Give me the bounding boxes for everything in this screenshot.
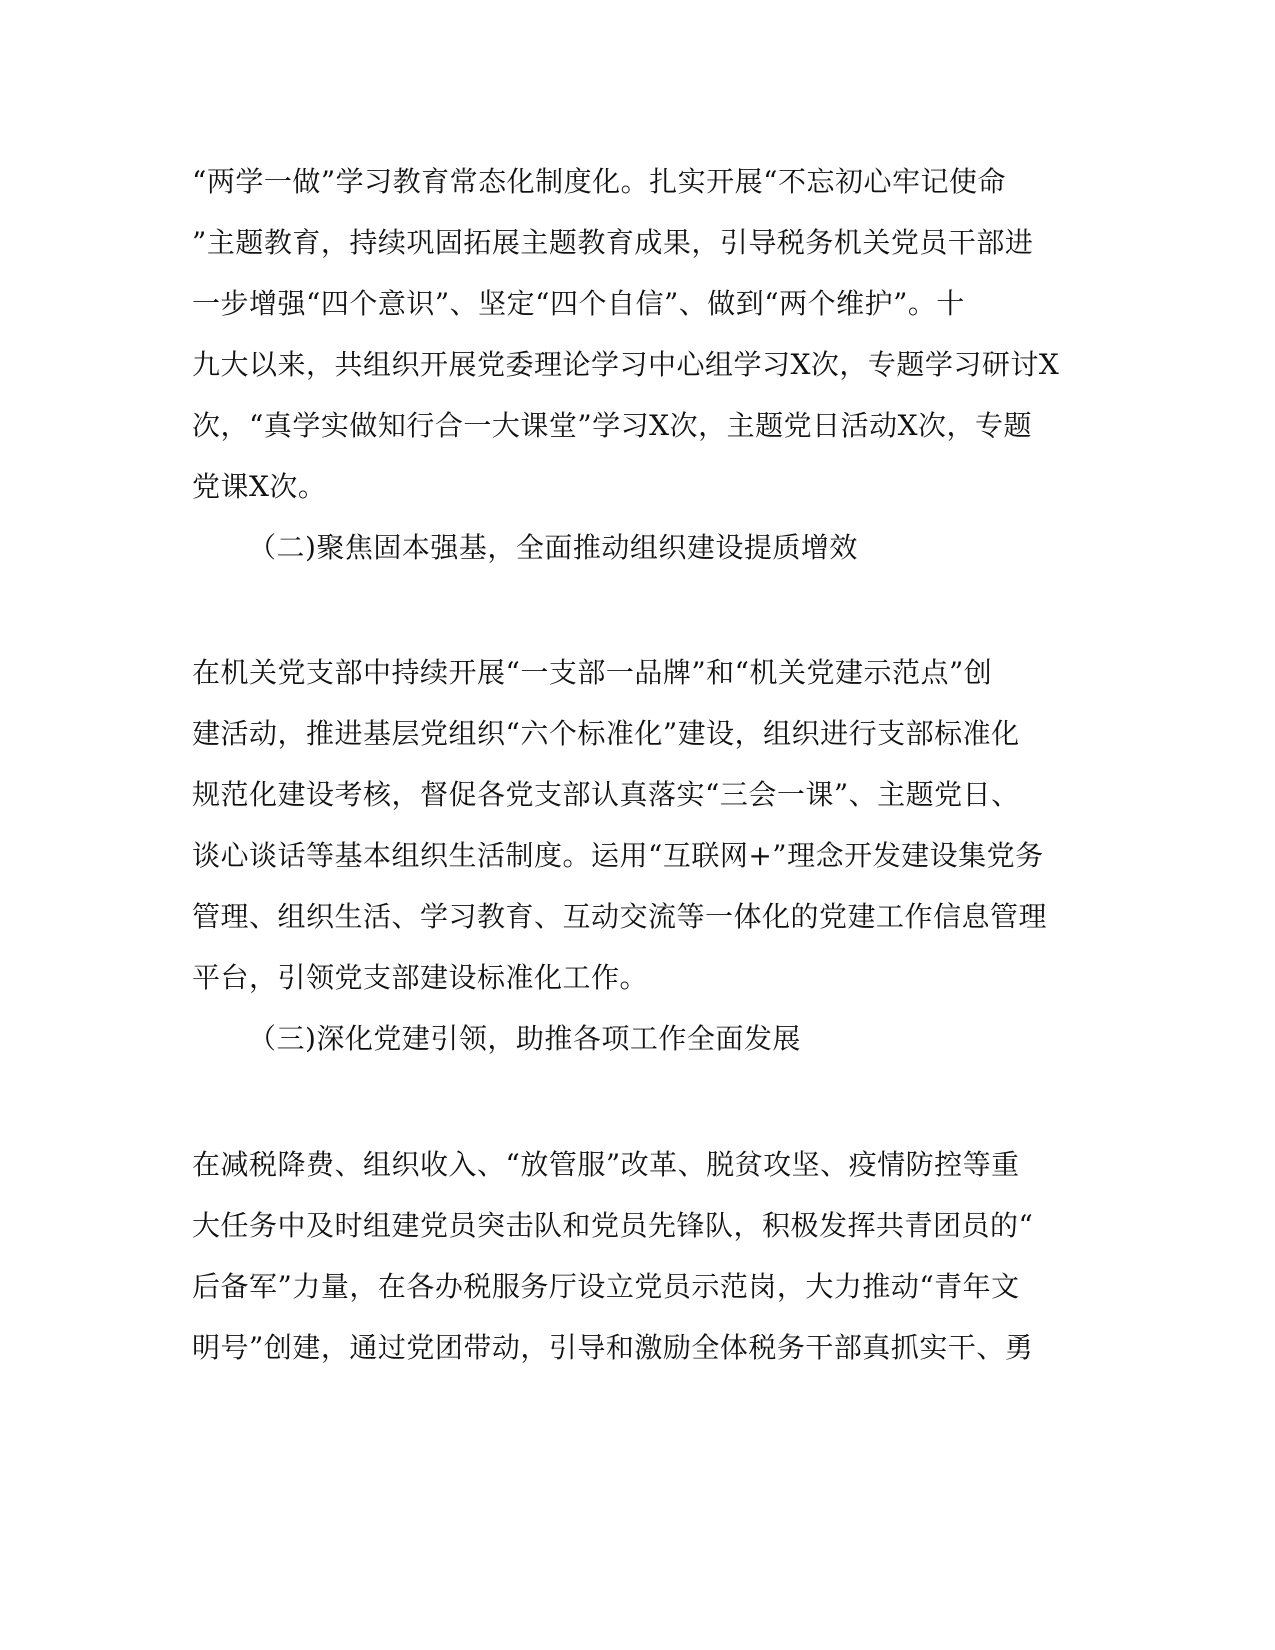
paragraph-2-line-2: 建活动，推进基层党组织“六个标准化”建设，组织进行支部标准化 <box>192 717 1020 750</box>
paragraph-3-line-1: 在减税降费、组织收入、“放管服”改革、脱贫攻坚、疫情防控等重 <box>192 1148 1020 1181</box>
paragraph-2-line-3: 规范化建设考核，督促各党支部认真落实“三会一课”、主题党日、 <box>192 778 1020 811</box>
paragraph-3-line-3: 后备军”力量，在各办税服务厅设立党员示范岗，大力推动“青年文 <box>192 1270 1020 1303</box>
paragraph-1-line-3: 一步增强“四个意识”、坚定“四个自信”、做到“两个维护”。十 <box>192 287 965 320</box>
paragraph-2-line-1: 在机关党支部中持续开展“一支部一品牌”和“机关党建示范点”创 <box>192 656 993 689</box>
paragraph-2-line-5: 管理、组织生活、学习教育、互动交流等一体化的党建工作信息管理 <box>192 900 1048 933</box>
paragraph-2-line-4: 谈心谈话等基本组织生活制度。运用“互联网+”理念开发建设集党务 <box>192 839 1044 872</box>
paragraph-1-line-2: ”主题教育，持续巩固拓展主题教育成果，引导税务机关党员干部进 <box>192 226 1034 259</box>
paragraph-1-line-6: 党课X次。 <box>192 470 327 503</box>
section-heading-2: （二)聚焦固本强基，全面推动组织建设提质增效 <box>248 531 858 564</box>
paragraph-3-line-4: 明号”创建，通过党团带动，引导和激励全体税务干部真抓实干、勇 <box>192 1331 1034 1364</box>
section-heading-3: （三)深化党建引领，助推各项工作全面发展 <box>248 1022 801 1055</box>
paragraph-1-line-1: “两学一做”学习教育常态化制度化。扎实开展“不忘初心牢记使命 <box>192 165 1006 198</box>
paragraph-1-line-5: 次，“真学实做知行合一大课堂”学习X次，主题党日活动X次，专题 <box>192 409 1032 442</box>
paragraph-2-line-6: 平台，引领党支部建设标准化工作。 <box>192 961 649 994</box>
paragraph-1-line-4: 九大以来，共组织开展党委理论学习中心组学习X次，专题学习研讨X <box>192 348 1060 381</box>
paragraph-3-line-2: 大任务中及时组建党员突击队和党员先锋队，积极发挥共青团员的“ <box>192 1209 1034 1242</box>
